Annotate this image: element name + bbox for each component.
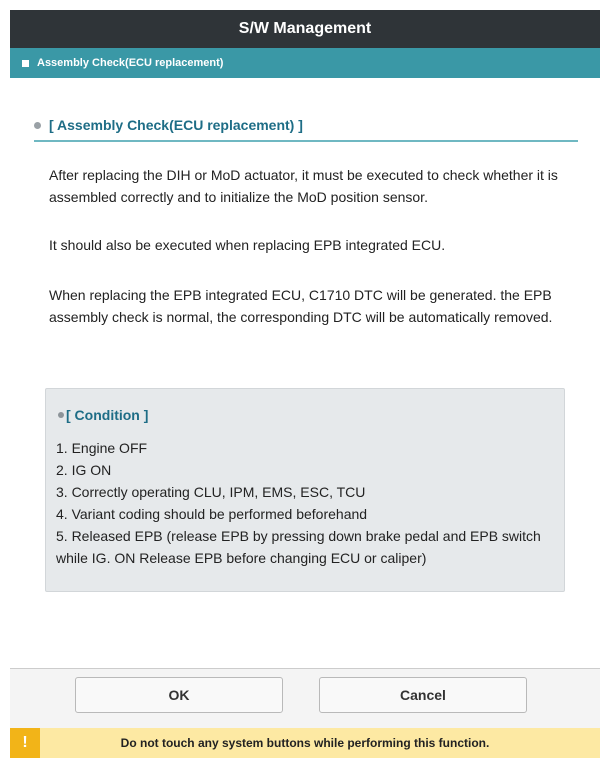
description-paragraph: When replacing the EPB integrated ECU, C1710 DTC will be generated. the EPB assembly check is normal, the corresponding DTC will be automatically removed. (49, 287, 553, 325)
window-title: S/W Management (238, 20, 372, 37)
bullet-dot-icon (58, 412, 64, 418)
description-paragraph: It should also be executed when replacing EPB integrated ECU. (49, 237, 446, 253)
section-header (34, 116, 578, 142)
condition-list (56, 437, 556, 569)
warning-bar (10, 728, 600, 758)
bullet-dot-icon (34, 122, 41, 129)
condition-box (45, 388, 565, 592)
warning-text: Do not touch any system buttons while performing this function. (120, 736, 490, 750)
ok-button[interactable]: OK (75, 677, 283, 713)
cancel-button[interactable]: Cancel (319, 677, 527, 713)
condition-item: 4. Variant coding should be performed beforehand (56, 506, 368, 522)
square-bullet-icon (22, 60, 29, 67)
sub-header-title: Assembly Check(ECU replacement) (37, 57, 224, 69)
condition-header (58, 407, 148, 423)
section-title: [ Assembly Check(ECU replacement) ] (49, 117, 303, 133)
sub-header-bar (10, 48, 600, 78)
condition-item: 2. IG ON (56, 462, 112, 478)
condition-item: 3. Correctly operating CLU, IPM, EMS, ESC, TCU (56, 484, 366, 500)
warning-icon: ! (10, 728, 40, 758)
condition-item: 1. Engine OFF (56, 440, 148, 456)
condition-item: 5. Released EPB (release EPB by pressing down brake pedal and EPB switch while IG. ON Release EPB before changing ECU or caliper) (56, 528, 541, 566)
condition-title: [ Condition ] (66, 407, 149, 423)
title-bar (10, 10, 600, 48)
description-paragraph: After replacing the DIH or MoD actuator, it must be executed to check whether it is assembled correctly and to initialize the MoD position sensor. (49, 167, 558, 205)
